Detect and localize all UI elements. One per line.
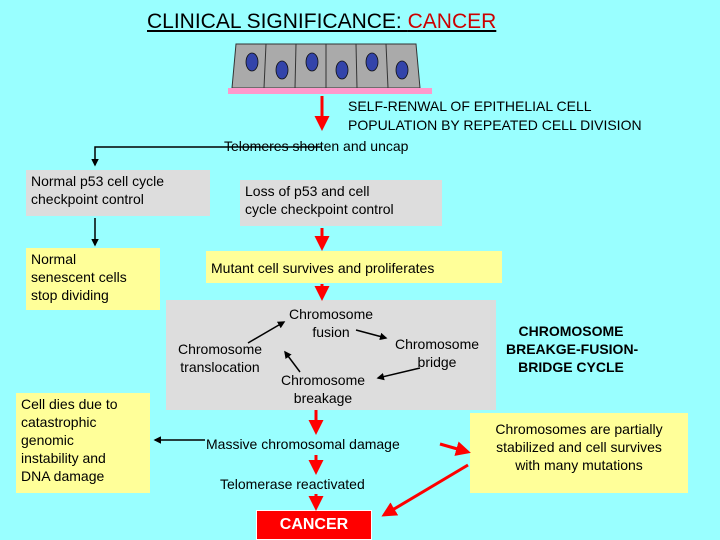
arrow-to-normal-p53	[95, 147, 322, 165]
chromosome-bridge-label: Chromosome bridge	[394, 336, 480, 370]
massive-damage-label: Massive chromosomal damage	[206, 436, 400, 452]
bfb-arrow-4	[248, 322, 284, 343]
telomeres-shorten: Telomeres shorten and uncap	[224, 138, 409, 154]
chromosome-breakage-label: Chromosome breakage	[280, 372, 366, 406]
mutant-cell-box: Mutant cell survives and proliferates	[206, 251, 502, 283]
bfb-arrow-3	[285, 352, 300, 372]
normal-p53-box: Normal p53 cell cycle checkpoint control	[26, 170, 210, 216]
arrow-to-cancer	[384, 465, 468, 515]
self-renewal-line2: POPULATION BY REPEATED CELL DIVISION	[348, 117, 642, 133]
chromosome-fusion-label: Chromosome fusion	[288, 306, 374, 340]
stabilized-box: Chromosomes are partially stabilized and cell survives with many mutations	[470, 413, 688, 493]
arrow-to-stabilized	[440, 444, 468, 452]
chromosome-translocation-label: Chromosome translocation	[177, 341, 263, 375]
cell-dies-box: Cell dies due to catastrophic genomic instability and DNA damage	[16, 393, 150, 493]
loss-p53-box: Loss of p53 and cell cycle checkpoint control	[240, 180, 442, 226]
page-title: CLINICAL SIGNIFICANCE: CANCER	[147, 10, 497, 33]
bfb-arrow-2	[378, 368, 420, 378]
self-renewal-line1: SELF-RENWAL OF EPITHELIAL CELL	[348, 98, 592, 114]
bfb-cycle-label: CHROMOSOME BREAKGE-FUSION- BRIDGE CYCLE	[506, 323, 639, 375]
cancer-box: CANCER	[256, 510, 372, 540]
bfb-arrow-1	[356, 330, 386, 338]
telomerase-label: Telomerase reactivated	[220, 476, 365, 492]
senescent-box: Normal senescent cells stop dividing	[26, 248, 160, 310]
